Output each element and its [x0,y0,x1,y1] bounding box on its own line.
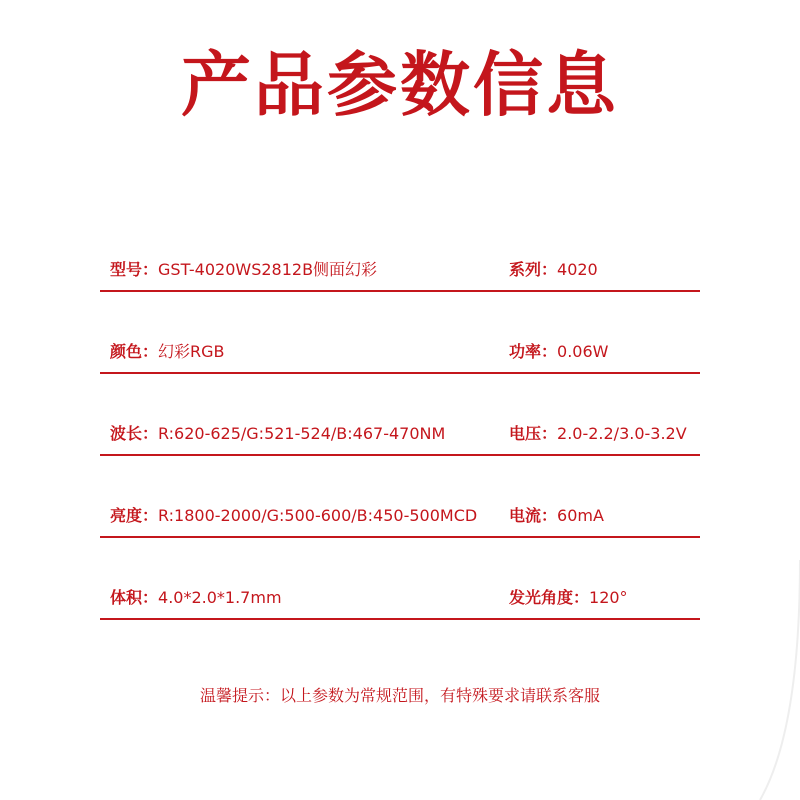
spec-color-label: 颜色： [110,342,159,361]
spec-power-value: 0.06W [557,342,609,361]
spec-row-model [100,254,700,292]
spec-beam-angle-value: 120° [589,588,628,607]
spec-beam-angle [509,586,628,610]
spec-wavelength-label: 波长： [110,424,159,443]
spec-color-value: 幻彩RGB [158,342,225,361]
spec-brightness-label: 亮度： [110,506,159,525]
spec-wavelength [110,422,445,446]
spec-row-color [100,336,700,374]
spec-model [110,258,377,282]
spec-wavelength-value: R:620-625/G:521-524/B:467-470NM [158,424,446,443]
spec-power [509,340,608,364]
spec-size [110,586,282,610]
spec-current-label: 电流： [509,506,558,525]
spec-current [509,504,604,528]
spec-model-label: 型号： [110,260,159,279]
spec-row-wavelength [100,418,700,456]
spec-row-brightness [100,500,700,538]
spec-voltage [509,422,687,446]
spec-brightness-value: R:1800-2000/G:500-600/B:450-500MCD [158,506,478,525]
spec-size-value: 4.0*2.0*1.7mm [158,588,282,607]
footer-note: 温馨提示：以上参数为常规范围，有特殊要求请联系客服 [199,686,600,705]
spec-series [509,258,598,282]
spec-model-value: GST-4020WS2812B侧面幻彩 [158,260,378,279]
spec-brightness [110,504,477,528]
spec-size-label: 体积： [110,588,159,607]
spec-color [110,340,225,364]
spec-voltage-label: 电压： [509,424,558,443]
spec-series-label: 系列： [509,260,558,279]
spec-voltage-value: 2.0-2.2/3.0-3.2V [557,424,687,443]
page-title: 产品参数信息 [181,44,619,126]
spec-row-size [100,582,700,620]
spec-series-value: 4020 [557,260,598,279]
spec-power-label: 功率： [509,342,558,361]
spec-current-value: 60mA [557,506,604,525]
spec-beam-angle-label: 发光角度： [509,588,590,607]
